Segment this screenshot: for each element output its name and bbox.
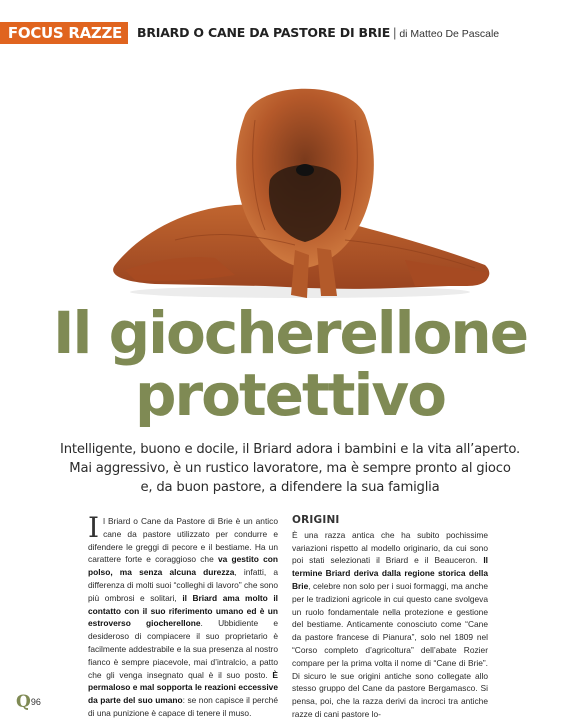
standfirst-line-3: e, da buon pastore, a difendere la sua famiglia (140, 480, 440, 495)
standfirst (60, 440, 520, 497)
dog-photo (95, 60, 505, 310)
briard-dog-illustration (95, 60, 505, 310)
standfirst-line-2: Mai aggressivo, è un rustico lavoratore, ma è sempre pronto al gioco (69, 461, 511, 476)
page-folio (16, 692, 41, 712)
body-bold: Il termine Briard deriva dalla regione storica della Brie (292, 555, 488, 591)
headline-line-1: Il giocherellone (52, 299, 528, 367)
byline: di Matteo De Pascale (399, 28, 500, 40)
body-text: . Ubbidiente e desideroso di compiacere il suo proprietario è facilmente addestrabile e la sua presenza al nostro fianco è sempre piacevole, mai d’intralcio, a patto che gli venga insegnato qual è il suo posto. (88, 618, 278, 680)
body-bold: il Briard ama molto il contatto con il suo riferimento umano ed è un estroverso giocherellone (88, 592, 278, 629)
body-text: È una razza antica che ha subito pochissime variazioni rispetto al modello originario, da cui sono poi stati selezionati il Briard e il Beauceron. (292, 529, 488, 566)
magazine-logo-q: Q (16, 692, 31, 712)
section-tag: FOCUS RAZZE (0, 22, 128, 44)
series-title: BRIARD O CANE DA PASTORE DI BRIE (137, 25, 391, 40)
section-heading-origini: ORIGINI (292, 514, 340, 526)
page-number: 96 (30, 697, 41, 707)
drop-cap: I (88, 511, 100, 544)
body-column-left (88, 511, 279, 720)
body-column-right (292, 514, 488, 721)
body-bold: va gestito con polso, ma senza alcuna durezza (88, 554, 279, 578)
standfirst-line-1: Intelligente, buono e docile, il Briard adora i bambini e la vita all’aperto. (60, 442, 520, 457)
separator: | (393, 26, 397, 40)
body-text: , infatti, a differenza di molti suoi “colleghi di lavoro” che sono più ombrosi e solitari, (88, 567, 279, 603)
page-header (0, 22, 580, 44)
headline-line-2: protettivo (134, 361, 446, 429)
body-text: l Briard o Cane da Pastore di Brie è un antico cane da pastore utilizzato per condurre e difendere le greggi di pecore e il bestiame. Ha un carattere forte e coraggioso che (88, 516, 278, 565)
body-bold: È permaloso e mal sopporta le reazioni eccessive da parte del suo umano (88, 669, 278, 706)
series-title-line (137, 22, 499, 44)
body-text: : se non capisce il perché di una punizione è capace di tenere il muso. (88, 695, 278, 718)
body-text: , celebre non solo per i suoi formaggi, ma anche per le tradizioni agricole in cui questo cane svolgeva un ruolo fondamentale nella protezione e gestione del bestiame. Anticamente conosciuto come “Cane da pastore francese di Pianura”, solo nel 1809 nel “Corso completo d’agricoltura” dell’abate Rozier compare per la prima volta il nome di “Cane di Brie”. Di sicuro le sue origini antiche sono collegate allo stesso gruppo del Cane da pastore Bergamasco. Si pensa, poi, che la razza derivi da incroci tra antiche razze di cani pastore lo- (292, 580, 488, 719)
